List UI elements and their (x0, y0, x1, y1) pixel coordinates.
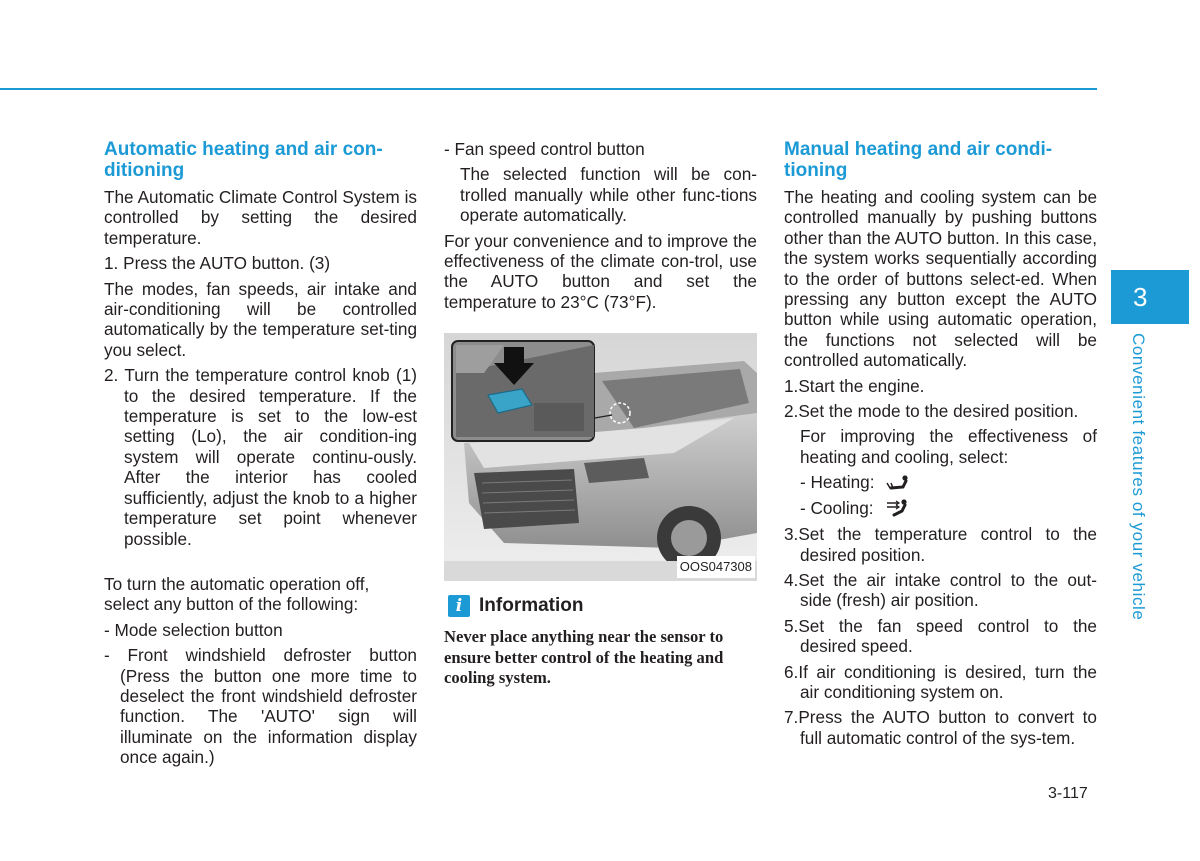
manual-step-4: 4.Set the air intake control to the out-side (fresh) air position. (784, 570, 1097, 611)
manual-step-2-text: For improving the effectiveness of heating and cooling, select: (800, 426, 1097, 467)
sensor-location-figure (444, 333, 757, 581)
chapter-number: 3 (1133, 282, 1148, 312)
top-rule (0, 88, 1097, 90)
convenience-text: For your convenience and to improve the effectiveness of the climate con-trol, use the AUTO button and set the temperature to 23°C (73°F). (444, 230, 757, 312)
heating-label: - Heating: (800, 472, 875, 493)
page-number: 3-117 (1048, 785, 1088, 802)
option-mode-selection: - Mode selection button (104, 619, 283, 640)
manual-step-5: 5.Set the fan speed control to the desired speed. (784, 615, 1097, 657)
step-1: 1. Press the AUTO button. (3) (104, 253, 331, 274)
column-right (784, 139, 1097, 753)
floor-vent-icon (885, 475, 911, 493)
step-2: 2. Turn the temperature control knob (1) to the desired temperature. If the temperature is set to the low-est setting (Lo), the air condition-ing system will operate continu-ously. After the interior has cooled sufficiently, adjust the knob to a higher temperature set point whenever possible. (104, 365, 417, 549)
face-vent-icon (884, 499, 910, 519)
turn-off-text: To turn the automatic operation off, select any button of the following: (104, 573, 370, 615)
manual-step-7: 7.Press the AUTO button to convert to full automatic control of the sys-tem. (784, 707, 1097, 748)
manual-step-1: 1.Start the engine. (784, 375, 925, 396)
option-fan-speed-text: The selected function will be con-trolled manually while other func-tions operate automatically. (460, 164, 757, 226)
figure-code: OOS047308 (677, 556, 755, 578)
column-middle (444, 139, 757, 689)
option-defroster: - Front windshield defroster button (Press the button one more time to deselect the front windshield defroster function. The 'AUTO' sign will illuminate on the information display once again.) (104, 645, 417, 768)
section-heading-automatic: Automatic heating and air con-ditioning (104, 139, 383, 181)
cooling-option (784, 498, 1097, 519)
chapter-tab (1111, 270, 1189, 324)
info-icon: i (448, 595, 470, 617)
chapter-title: Convenient features of your vehicle (1129, 333, 1148, 621)
automatic-intro: The Automatic Climate Control System is controlled by setting the desired temperature. (104, 187, 417, 248)
section-heading-manual: Manual heating and air condi-tioning (784, 139, 1053, 181)
step-1-text: The modes, fan speeds, air intake and air-conditioning will be controlled automatically by the temperature set-ting you select. (104, 278, 417, 360)
cooling-label: - Cooling: (800, 497, 874, 518)
manual-step-2: 2.Set the mode to the desired position. (784, 401, 1079, 422)
option-fan-speed: - Fan speed control button (444, 139, 645, 159)
information-title: Information (479, 595, 584, 617)
car-illustration (444, 333, 757, 581)
manual-step-3: 3.Set the temperature control to the desired position. (784, 524, 1097, 565)
information-text: Never place anything near the sensor to ensure better control of the heating and cooling system. (444, 627, 724, 688)
manual-step-6: 6.If air conditioning is desired, turn the air conditioning system on. (784, 661, 1097, 703)
column-left (104, 139, 417, 773)
manual-intro: The heating and cooling system can be controlled manually by pushing buttons other than the AUTO button. In this case, the system works sequentially according to the order of buttons select-ed. When pressing any button except the AUTO button while using automatic operation, the functions not selected will be controlled automatically. (784, 187, 1097, 371)
information-header (444, 595, 757, 617)
heating-option (784, 472, 1097, 492)
